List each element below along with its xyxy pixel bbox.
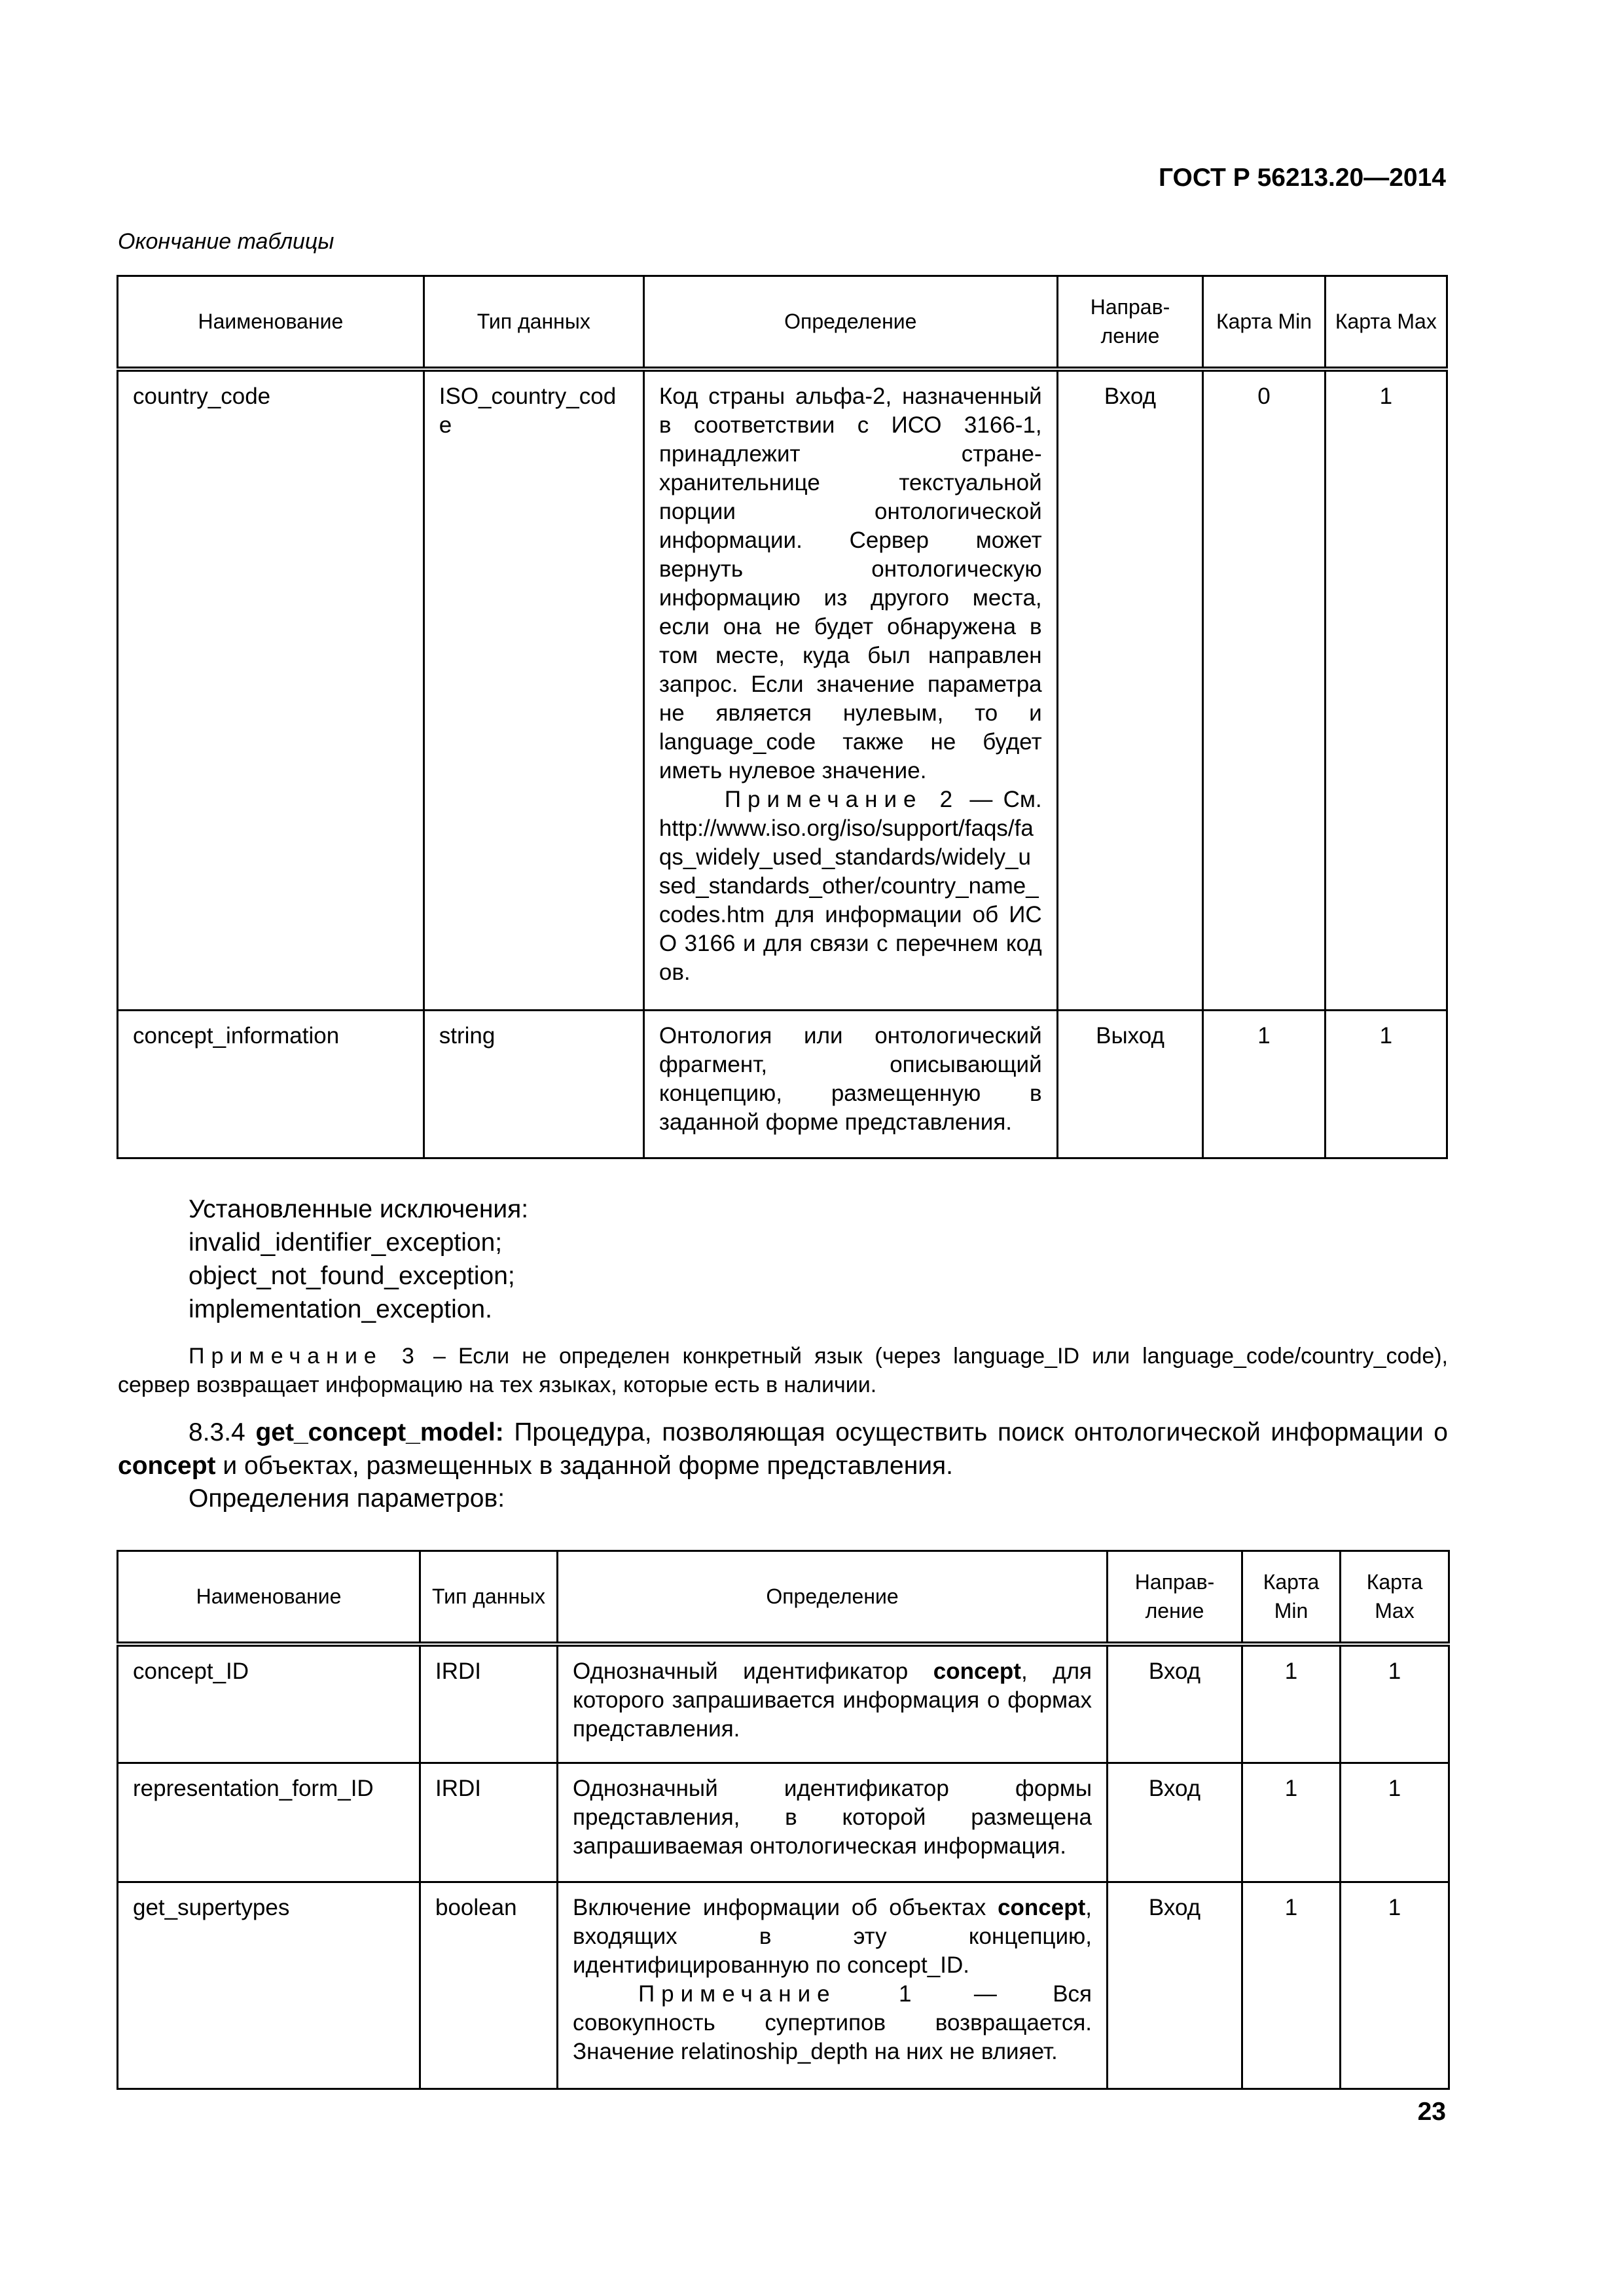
- header-definition: Определение: [643, 276, 1057, 369]
- parameters-table-end: [117, 275, 1448, 1159]
- param-card-min: 1: [1242, 1763, 1341, 1882]
- definition-note: [659, 785, 1042, 987]
- param-card-min: 0: [1203, 369, 1325, 1011]
- header-card-min: Карта Min: [1242, 1551, 1341, 1644]
- param-definition: [558, 1882, 1108, 2089]
- exception-item: implementation_exception.: [189, 1295, 492, 1323]
- header-card-max: Карта Max: [1325, 276, 1447, 369]
- definition-text: Однозначный идентификатор: [573, 1658, 933, 1684]
- exception-item: invalid_identifier_exception;: [189, 1229, 503, 1257]
- note-text: — См. http://www.iso.org/iso/support/faqs/faqs_widely_used_standards/widely_used_standards_other/country_name_codes.htm для информации об ИСО 3166 и для связи с перечнем кодов.: [659, 786, 1042, 985]
- note-text: – Если не определен конкретный язык (через language_ID или language_code/country_code), сервер возвращает информацию на тех языках, которые есть в наличии.: [118, 1344, 1449, 1397]
- param-type: boolean: [420, 1882, 558, 2089]
- section-8-3-4: [118, 1416, 1448, 1482]
- note-text: — Вся совокупность супертипов возвращается. Значение relatinoship_depth на них не влияет.: [573, 1981, 1092, 2064]
- header-card-max: Карта Max: [1341, 1551, 1449, 1644]
- param-type: string: [424, 1011, 643, 1158]
- header-definition: Определение: [558, 1551, 1108, 1644]
- header-type: Тип данных: [420, 1551, 558, 1644]
- param-direction: Вход: [1108, 1882, 1242, 2089]
- param-definition: Онтология или онтологический фрагмент, описывающий концепцию, размещенную в заданной форме представления.: [643, 1011, 1057, 1158]
- header-direction: Направ-ление: [1057, 276, 1203, 369]
- note-label: Примечание 2: [724, 786, 960, 812]
- param-card-min: 1: [1242, 1644, 1341, 1763]
- procedure-name: get_concept_model:: [255, 1418, 504, 1446]
- params-heading: Определения параметров:: [189, 1484, 505, 1513]
- section-text: Процедура, позволяющая осуществить поиск онтологической информации о: [503, 1418, 1448, 1446]
- table-header-row: [118, 1551, 1449, 1644]
- note-label: Примечание 1: [638, 1981, 918, 2007]
- header-type: Тип данных: [424, 276, 643, 369]
- table-row: [118, 1644, 1449, 1763]
- param-name: get_supertypes: [118, 1882, 420, 2089]
- param-type: IRDI: [420, 1644, 558, 1763]
- param-type: ISO_country_code: [424, 369, 643, 1011]
- param-name: representation_form_ID: [118, 1763, 420, 1882]
- table-row: [118, 1882, 1449, 2089]
- table-row: [118, 1763, 1449, 1882]
- param-card-max: 1: [1325, 369, 1447, 1011]
- param-definition: [643, 369, 1057, 1011]
- param-direction: Вход: [1057, 369, 1203, 1011]
- concept-term: concept: [933, 1658, 1021, 1684]
- exceptions-block: [189, 1193, 1519, 1326]
- header-name: Наименование: [118, 276, 424, 369]
- table-row: [118, 1011, 1447, 1158]
- table-row: [118, 369, 1447, 1011]
- param-name: concept_information: [118, 1011, 424, 1158]
- param-card-max: 1: [1325, 1011, 1447, 1158]
- param-card-min: 1: [1203, 1011, 1325, 1158]
- param-card-max: 1: [1341, 1644, 1449, 1763]
- standard-designation: ГОСТ Р 56213.20—2014: [1158, 164, 1446, 192]
- param-direction: Вход: [1108, 1763, 1242, 1882]
- exceptions-title: Установленные исключения:: [189, 1195, 529, 1223]
- section-text: и объектах, размещенных в заданной форме представления.: [215, 1452, 953, 1480]
- header-card-min: Карта Min: [1203, 276, 1325, 369]
- section-number: 8.3.4: [189, 1418, 245, 1446]
- note-3: [118, 1342, 1448, 1399]
- header-direction: Направ-ление: [1108, 1551, 1242, 1644]
- param-card-max: 1: [1341, 1763, 1449, 1882]
- concept-term: concept: [118, 1452, 216, 1480]
- param-card-min: 1: [1242, 1882, 1341, 2089]
- param-definition: Однозначный идентификатор формы представления, в которой размещена запрашиваемая онтологическая информация.: [558, 1763, 1108, 1882]
- definition-text: Включение информации об объектах: [573, 1895, 998, 1920]
- note-label: Примечание 3: [189, 1344, 421, 1369]
- table-header-row: [118, 276, 1447, 369]
- definition-text: , входящих в эту концепцию, идентифицированную по concept_ID.: [573, 1895, 1092, 1978]
- page-number: 23: [1417, 2098, 1446, 2126]
- get-concept-model-params-table: [117, 1550, 1450, 2090]
- definition-text: , для которого запрашивается информация о формах представления.: [573, 1658, 1092, 1742]
- table-continuation-caption: Окончание таблицы: [118, 229, 334, 254]
- param-direction: Вход: [1108, 1644, 1242, 1763]
- definition-note: [573, 1980, 1092, 2066]
- header-name: Наименование: [118, 1551, 420, 1644]
- param-card-max: 1: [1341, 1882, 1449, 2089]
- param-definition: [558, 1644, 1108, 1763]
- exception-item: object_not_found_exception;: [189, 1262, 515, 1290]
- param-type: IRDI: [420, 1763, 558, 1882]
- param-name: country_code: [118, 369, 424, 1011]
- concept-term: concept: [998, 1895, 1086, 1920]
- definition-text: Код страны альфа-2, назначенный в соответствии с ИСО 3166-1, принадлежит стране-хранительнице текстуальной порции онтологической информации. Сервер может вернуть онтологическую информацию из другого места, если она не будет обнаружена в том месте, куда был направлен запрос. Если значение параметра не является нулевым, то и language_code также не будет иметь нулевое значение.: [659, 383, 1042, 783]
- param-name: concept_ID: [118, 1644, 420, 1763]
- param-direction: Выход: [1057, 1011, 1203, 1158]
